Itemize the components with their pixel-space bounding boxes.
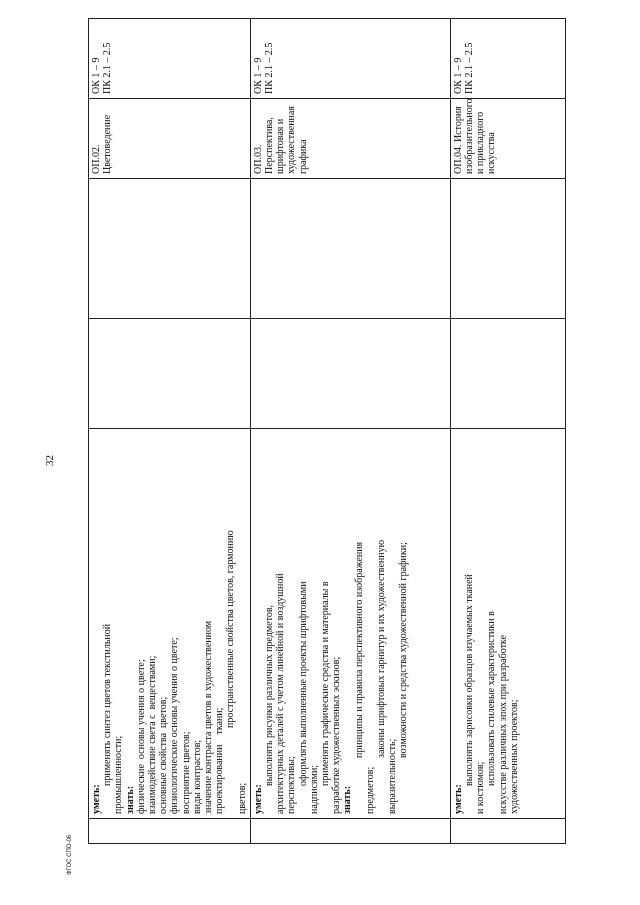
empty-cell [89, 319, 251, 429]
competencies-cell [89, 19, 251, 99]
curriculum-table [88, 18, 566, 844]
skills-line: законы шрифтовых гарнитур и их художественную [376, 539, 388, 758]
skills-line: промышленности; [113, 735, 125, 814]
skills-line: принципы и правила перспективного изображения [353, 541, 365, 758]
skills-line: значение контраста цветов в художественном [203, 620, 215, 814]
skills-line: художественных проектов; [508, 699, 520, 814]
skills-line: выразительность; [387, 738, 399, 814]
competency-line: ОК 1 – 9 [252, 57, 264, 94]
skills-line: архитектурных деталей с учетом линейной и воздушной [275, 573, 287, 814]
skills-line: физические основы учения о цвете; [135, 659, 147, 814]
skills-line: уметь: [252, 784, 264, 814]
competencies-cell [250, 19, 450, 99]
skills-line: знать: [124, 785, 136, 814]
skills-line: оформлять выполненные проекты шрифтовыми [297, 581, 309, 786]
competency-line: ОК 1 – 9 [91, 57, 102, 94]
skills-line: надписями; [308, 764, 320, 814]
footer-label: ФГОС СПО-06 [67, 834, 73, 875]
skills-line: физиологические основы учения о цвете; [169, 637, 181, 814]
competency-line: ПК 2.1 – 2.5 [264, 42, 276, 94]
skills-line: цветов; [236, 782, 248, 814]
skills-line: перспективы; [286, 756, 298, 814]
competencies-cell [450, 19, 565, 99]
skills-line: проектировании ткани; [214, 707, 226, 814]
skills-line: разработке художественных эскизов; [331, 656, 343, 814]
empty-cell [89, 179, 251, 319]
skills-line: знать: [342, 785, 354, 814]
skills-line: основные свойства цветов; [158, 696, 170, 814]
skills-line: предметов; [364, 766, 376, 814]
skills-line: восприятие цветов; [180, 731, 192, 814]
skills-cell [250, 429, 450, 819]
skills-line: уметь: [91, 784, 102, 814]
skills-line: выполнять зарисовки образцов изучаемых тканей [464, 574, 476, 786]
skills-line: и костюмов; [475, 761, 487, 814]
table-row [89, 19, 251, 844]
skills-line: применять синтез цветов текстильной [102, 623, 114, 786]
index-cell [89, 819, 251, 844]
empty-cell [250, 179, 450, 319]
index-cell [250, 819, 450, 844]
skills-line: виды контрастов; [191, 739, 203, 814]
table-row [450, 19, 565, 844]
skills-line: использовать стилевые характеристики в [486, 611, 498, 786]
index-cell [450, 819, 565, 844]
competency-line: ПК 2.1 – 2.5 [464, 42, 476, 94]
skills-line: применять графические средства и материалы в [320, 581, 332, 786]
discipline-cell: ОП.03. Перспектива, шрифтовая и художественная графика [250, 99, 450, 179]
skills-line: выполнять рисунки различных предметов, [264, 604, 276, 786]
skills-line: искусстве различных эпох при разработке [497, 635, 509, 814]
empty-cell [250, 319, 450, 429]
skills-line: пространственные свойства цветов, гармонию [225, 530, 237, 728]
skills-cell [450, 429, 565, 819]
rotated-table-container [88, 19, 563, 844]
empty-cell [450, 179, 565, 319]
competency-line: ПК 2.1 – 2.5 [102, 42, 114, 94]
table-row [250, 19, 450, 844]
skills-line: взаимодействие света с веществами; [147, 655, 159, 814]
discipline-cell: ОП.04. История изобразительного и прикладного искусства [450, 99, 565, 179]
skills-line: уметь: [452, 784, 464, 814]
competency-line: ОК 1 – 9 [452, 57, 464, 94]
page-number: 32 [44, 455, 56, 466]
empty-cell [450, 319, 565, 429]
discipline-cell: ОП.02. Цветоведение [89, 99, 251, 179]
skills-cell [89, 429, 251, 819]
skills-line: возможности и средства художественной графики; [398, 542, 410, 758]
